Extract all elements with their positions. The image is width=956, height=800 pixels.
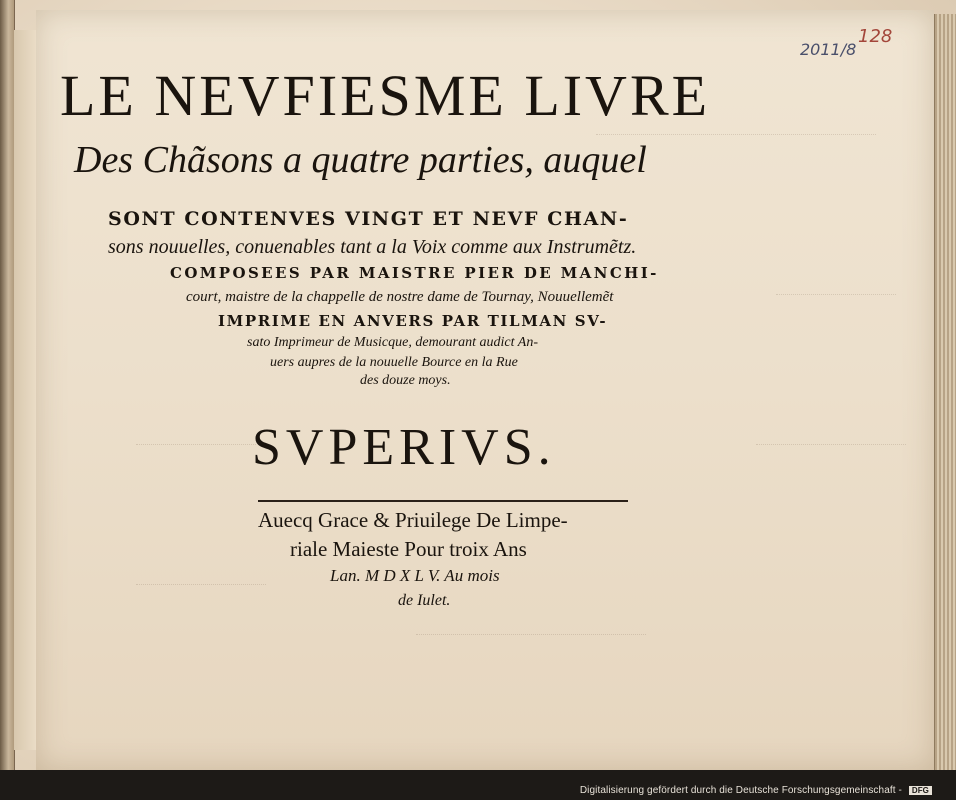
folio-number: 128 [858,26,893,47]
book-edge [934,14,956,774]
date-line-1: Lan. M D X L V. Au mois [330,566,500,585]
voice-part-heading: SVPERIVS. [252,419,556,476]
dfg-logo: DFG [909,786,932,795]
scan-footer-band [0,770,956,800]
bleed-through-line [136,570,266,585]
previous-leaf-strip [14,30,37,750]
bleed-through-line [416,620,646,635]
bleed-through-line [136,430,256,445]
composer-line-1: COMPOSEES PAR MAISTRE PIER DE MANCHI- [170,264,659,282]
printer-line-4: des douze moys. [360,373,451,388]
title-line-2: Des Chãsons a quatre parties, auquel [74,139,647,181]
previous-leaf-edge [0,0,15,780]
title-line-3: SONT CONTENVES VINGT ET NEVF CHAN- [108,208,629,230]
shelfmark: 2011/8 [800,40,857,59]
title-line-4: sons nouuelles, conuenables tant a la Voix comme aux Instrumẽtz. [108,236,637,258]
bleed-through-line [776,280,896,295]
printer-line-1: IMPRIME EN ANVERS PAR TILMAN SV- [218,312,608,330]
funding-note [580,785,932,796]
composer-line-2: court, maistre de la chappelle de nostre dame de Tournay, Nouuellemẽt [186,289,614,305]
privilege-line-1: Auecq Grace & Priuilege De Limpe- [258,508,568,532]
funding-note-text: Digitalisierung gefördert durch die Deutsche Forschungsgemeinschaft - [579,785,902,796]
printer-line-3: uers aupres de la nouuelle Bource en la Rue [270,355,518,370]
divider-rule [258,500,628,502]
title-line-1: LE NEVFIESME LIVRE [60,63,711,128]
bleed-through-line [756,430,906,445]
printer-line-2: sato Imprimeur de Musicque, demourant audict An- [247,335,538,350]
privilege-line-2: riale Maieste Pour troix Ans [290,537,527,561]
date-line-2: de Iulet. [398,592,451,609]
